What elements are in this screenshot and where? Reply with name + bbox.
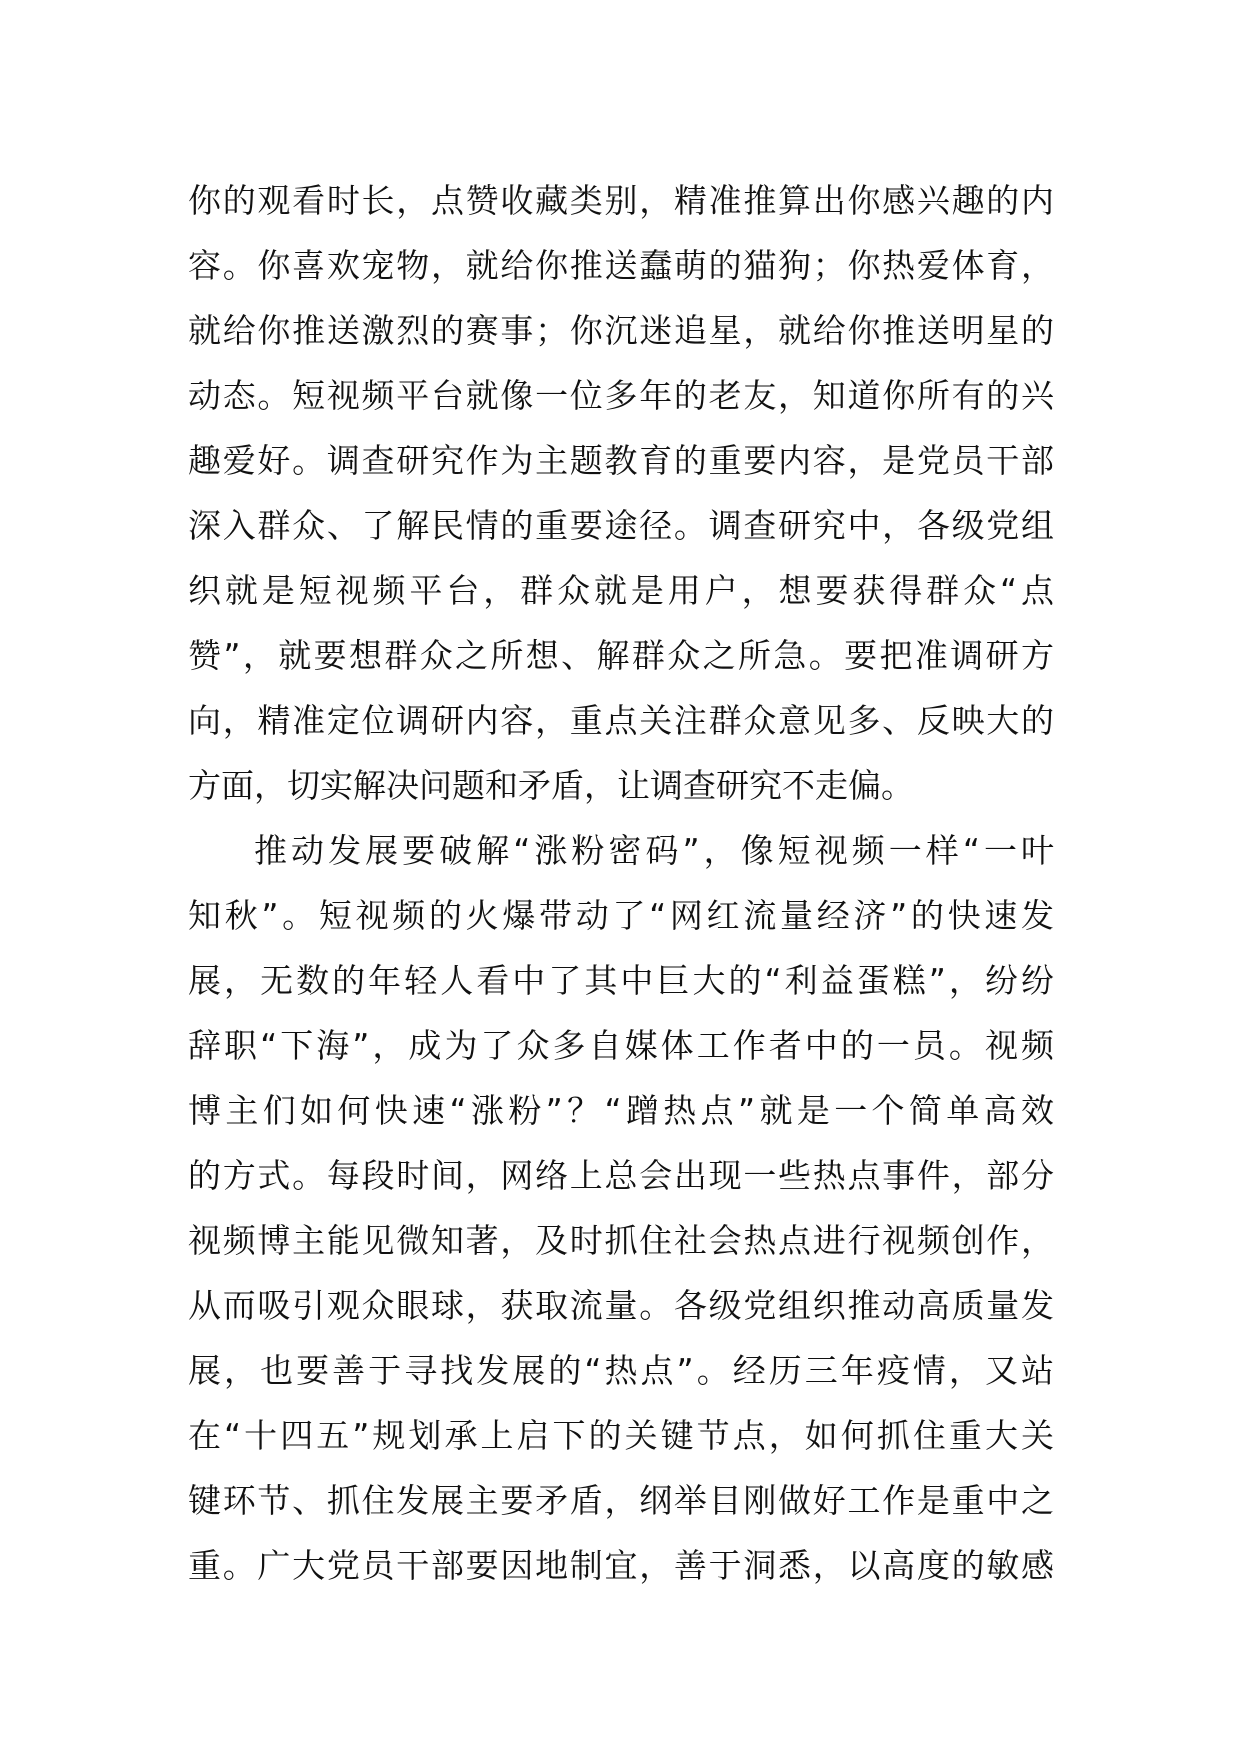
document-body [188, 168, 1054, 1598]
text-line: 深入群众、了解民情的重要途径。调查研究中，各级党组 [188, 506, 1054, 545]
text-line: 向，精准定位调研内容，重点关注群众意见多、反映大的 [188, 701, 1054, 740]
text-line: 展，也要善于寻找发展的“热点”。经历三年疫情，又站 [188, 1351, 1054, 1390]
text-line: 动态。短视频平台就像一位多年的老友，知道你所有的兴 [188, 376, 1054, 415]
text-line: 博主们如何快速“涨粉”？“蹭热点”就是一个简单高效 [188, 1091, 1054, 1130]
text-line: 趣爱好。调查研究作为主题教育的重要内容，是党员干部 [188, 441, 1054, 480]
text-line: 键环节、抓住发展主要矛盾，纲举目刚做好工作是重中之 [188, 1481, 1054, 1520]
text-line: 从而吸引观众眼球，获取流量。各级党组织推动高质量发 [188, 1286, 1054, 1325]
text-line: 知秋”。短视频的火爆带动了“网红流量经济”的快速发 [188, 896, 1054, 935]
text-line: 就给你推送激烈的赛事；你沉迷追星，就给你推送明星的 [188, 311, 1054, 350]
text-line: 视频博主能见微知著，及时抓住社会热点进行视频创作， [188, 1221, 1054, 1260]
paragraph-end-line: 方面，切实解决问题和矛盾，让调查研究不走偏。 [188, 766, 914, 805]
text-line: 的方式。每段时间，网络上总会出现一些热点事件，部分 [188, 1156, 1054, 1195]
text-line: 赞”，就要想群众之所想、解群众之所急。要把准调研方 [188, 636, 1054, 675]
paragraph-start-line: 推动发展要破解“涨粉密码”，像短视频一样“一叶 [254, 831, 1054, 870]
text-line: 展，无数的年轻人看中了其中巨大的“利益蛋糕”，纷纷 [188, 961, 1054, 1000]
text-line: 在“十四五”规划承上启下的关键节点，如何抓住重大关 [188, 1416, 1054, 1455]
text-line: 辞职“下海”，成为了众多自媒体工作者中的一员。视频 [188, 1026, 1054, 1065]
text-line: 织就是短视频平台，群众就是用户，想要获得群众“点 [188, 571, 1054, 610]
text-line: 容。你喜欢宠物，就给你推送蠢萌的猫狗；你热爱体育， [188, 246, 1054, 285]
text-line: 你的观看时长，点赞收藏类别，精准推算出你感兴趣的内 [188, 181, 1054, 220]
text-line: 重。广大党员干部要因地制宜，善于洞悉，以高度的敏感 [188, 1546, 1054, 1585]
